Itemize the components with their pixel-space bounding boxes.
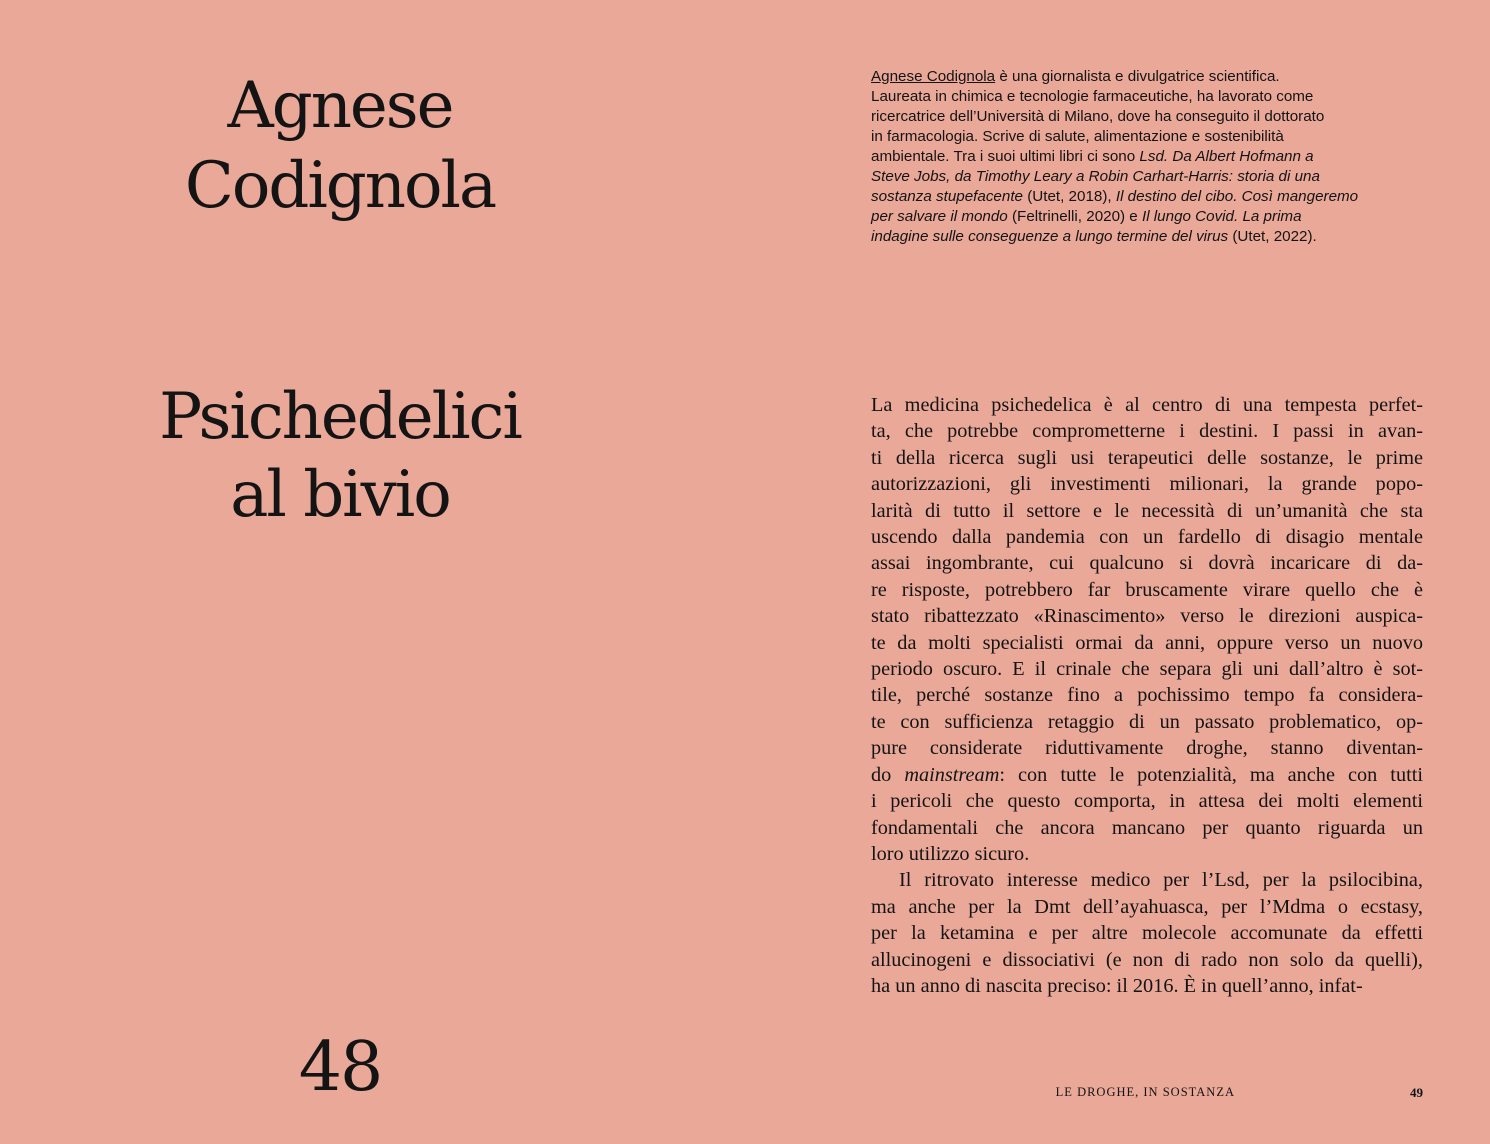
text-run: te con sufficienza retaggio di un passato problematico, op- <box>871 710 1423 733</box>
text-run: larità di tutto il settore e le necessità di un’umanità che sta <box>871 499 1423 522</box>
body-line <box>871 550 1423 576</box>
body-line <box>871 867 1423 893</box>
text-run: re risposte, potrebbero far bruscamente virare quello che è <box>871 578 1423 601</box>
text-run: do <box>871 763 905 786</box>
bio-line <box>871 147 1431 167</box>
text-run: pure considerate riduttivamente droghe, stanno diventan- <box>871 737 1423 760</box>
body-line <box>871 735 1423 761</box>
text-run: Il destino del cibo. Così mangeremo <box>1115 188 1359 205</box>
text-run: Lsd. Da Albert Hofmann a <box>1139 148 1314 165</box>
running-head-title: LE DROGHE, IN SOSTANZA <box>1055 1085 1235 1099</box>
bio-line <box>871 127 1431 147</box>
text-run: (Utet, 2018), <box>1022 188 1116 205</box>
text-run: Il lungo Covid. La prima <box>1141 208 1302 225</box>
text-run: per la ketamina e per altre molecole accomunate da effetti <box>871 922 1423 945</box>
author-name <box>60 66 620 226</box>
body-line <box>871 445 1423 471</box>
bio-line <box>871 107 1431 127</box>
body-line <box>871 577 1423 603</box>
text-run: (Feltrinelli, 2020) e <box>1007 208 1142 225</box>
body-line <box>871 630 1423 656</box>
body-line <box>871 709 1423 735</box>
text-run: allucinogeni e dissociativi (e non di rado non solo da quelli), <box>871 948 1423 971</box>
text-run: te da molti specialisti ormai da anni, oppure verso un nuovo <box>871 631 1423 654</box>
text-run: sostanza stupefacente <box>871 188 1023 205</box>
body-line <box>871 841 1423 867</box>
body-line <box>871 973 1423 999</box>
text-run: Il ritrovato interesse medico per l’Lsd, per la psilocibina, <box>899 869 1423 892</box>
text-run: periodo oscuro. E il crinale che separa gli uni dall’altro è sot- <box>871 658 1423 681</box>
author-bio <box>871 67 1431 247</box>
bio-line <box>871 87 1431 107</box>
text-run: è una giornalista e divulgatrice scientifica. <box>995 68 1280 85</box>
bio-line <box>871 187 1431 207</box>
body-line <box>871 788 1423 814</box>
bio-line <box>871 227 1431 247</box>
article-title <box>60 378 620 534</box>
body-line <box>871 524 1423 550</box>
text-run: uscendo dalla pandemia con un fardello di disagio mentale <box>871 526 1423 549</box>
text-run: Steve Jobs, da Timothy Leary a Robin Carhart-Harris: storia di una <box>871 168 1320 185</box>
text-run: ricercatrice dell’Università di Milano, dove ha conseguito il dottorato <box>871 108 1325 125</box>
body-line <box>871 815 1423 841</box>
text-run: loro utilizzo sicuro. <box>871 842 1030 865</box>
body-line <box>871 682 1423 708</box>
body-line <box>871 656 1423 682</box>
body-line <box>871 894 1423 920</box>
author-name-line: Codignola <box>184 149 496 223</box>
text-run: ha un anno di nascita preciso: il 2016. È in quell’anno, infat- <box>871 974 1363 997</box>
text-run: assai ingombrante, cui qualcuno si dovrà incaricare di da- <box>871 552 1423 575</box>
body-line <box>871 392 1423 418</box>
body-line <box>871 920 1423 946</box>
page-number-right: 49 <box>1410 1085 1423 1100</box>
text-run: fondamentali che ancora mancano per quanto riguarda un <box>871 816 1423 839</box>
author-name-line: Agnese <box>227 69 453 143</box>
article-title-line: Psichedelici <box>159 380 521 454</box>
article-title-line: al bivio <box>230 458 450 532</box>
text-run: mainstream <box>904 763 1000 786</box>
text-run: indagine sulle conseguenze a lungo termine del virus <box>871 228 1229 245</box>
text-run: ma anche per la Dmt dell’ayahuasca, per l’Mdma o ecstasy, <box>871 895 1423 918</box>
article-body <box>871 392 1423 999</box>
bio-line <box>871 207 1431 227</box>
text-run: stato ribattezzato «Rinascimento» verso le direzioni auspica- <box>871 605 1423 628</box>
text-run: Laureata in chimica e tecnologie farmaceutiche, ha lavorato come <box>871 88 1314 105</box>
page-number-left: 48 <box>298 1028 382 1107</box>
text-run: (Utet, 2022). <box>1228 228 1317 245</box>
text-run: tile, perché sostanze fino a pochissimo tempo fa considera- <box>871 684 1423 707</box>
body-line <box>871 471 1423 497</box>
body-line <box>871 947 1423 973</box>
text-run: in farmacologia. Scrive di salute, alimentazione e sostenibilità <box>871 128 1284 145</box>
body-line <box>871 498 1423 524</box>
text-run: ti della ricerca sugli usi terapeutici delle sostanze, le prime <box>871 446 1423 469</box>
text-run: La medicina psichedelica è al centro di una tempesta perfet- <box>871 394 1423 416</box>
text-run: ta, che potrebbe comprometterne i destini. I passi in avan- <box>871 420 1423 443</box>
text-run: autorizzazioni, gli investimenti milionari, la grande popo- <box>871 473 1423 496</box>
body-line <box>871 762 1423 788</box>
text-run: i pericoli che questo comporta, in attesa dei molti elementi <box>871 790 1423 813</box>
author-name-link[interactable]: Agnese Codignola <box>871 68 996 85</box>
text-run: : con tutte le potenzialità, ma anche con tutti <box>999 763 1423 786</box>
bio-line <box>871 167 1431 187</box>
body-line <box>871 418 1423 444</box>
text-run: per salvare il mondo <box>871 208 1008 225</box>
text-run: ambientale. Tra i suoi ultimi libri ci sono <box>871 148 1140 165</box>
body-line <box>871 603 1423 629</box>
bio-line <box>871 67 1431 87</box>
